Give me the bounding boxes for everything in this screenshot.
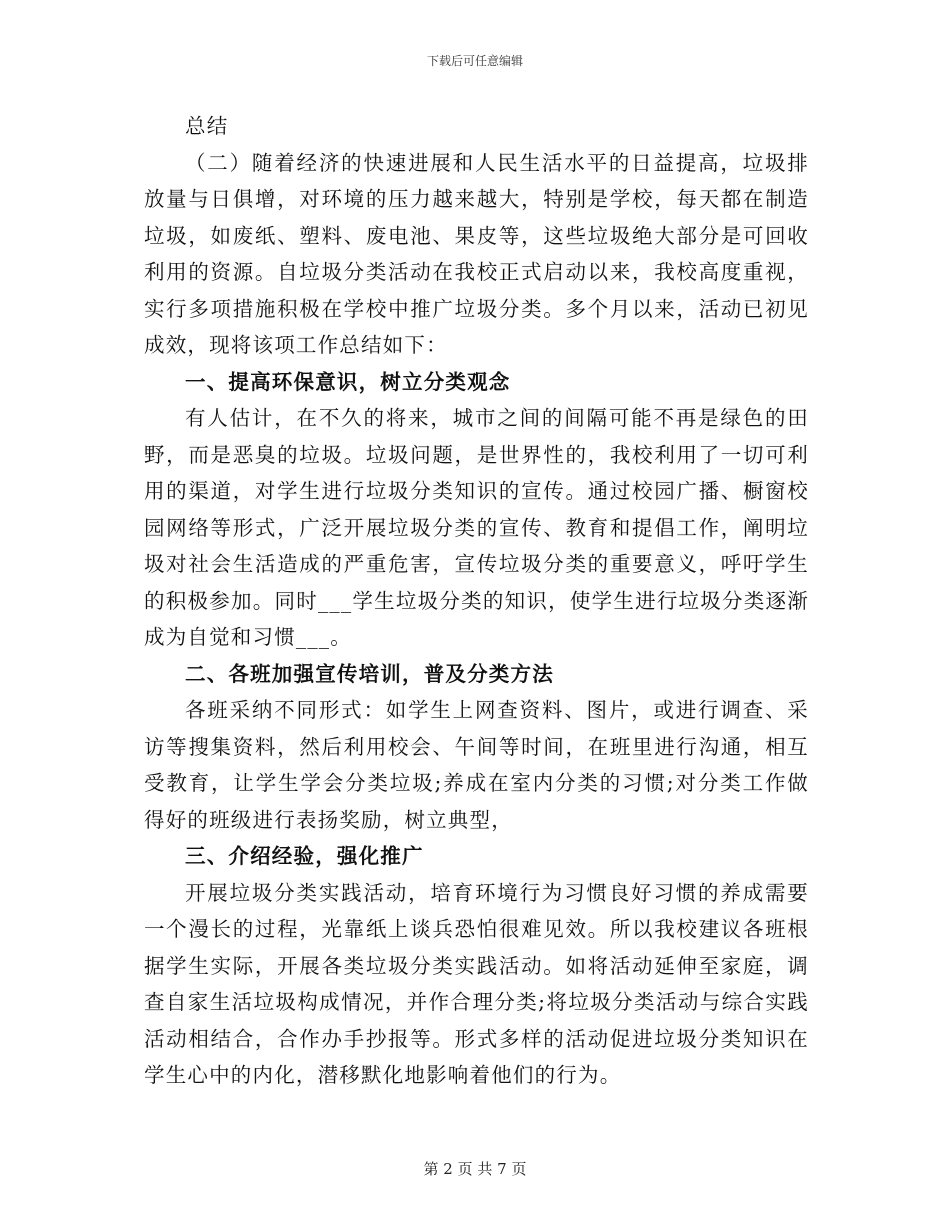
intro-paragraph: （二）随着经济的快速进展和人民生活水平的日益提高，垃圾排放量与日俱增，对环境的压力越来越大，特别是学校，每天都在制造垃圾，如废纸、塑料、废电池、果皮等，这些垃圾绝大部分是可回收利用的资源。自垃圾分类活动在我校正式启动以来，我校高度重视，实行多项措施积极在学校中推广垃圾分类。多个月以来，活动已初见成效，现将该项工作总结如下： <box>144 150 809 357</box>
section-1-paragraph: 有人估计，在不久的将来，城市之间的间隔可能不再是绿色的田野，而是恶臭的垃圾。垃圾问题，是世界性的，我校利用了一切可利用的渠道，对学生进行垃圾分类知识的宣传。通过校园广播、橱窗校园网络等形式，广泛开展垃圾分类的宣传、教育和提倡工作，阐明垃圾对社会生活造成的严重危害，宣传垃圾分类的重要意义，呼吁学生的积极参加。同时___学生垃圾分类的知识，使学生进行垃圾分类逐渐成为自觉和习惯___。 <box>144 406 809 649</box>
document-body <box>144 108 809 1094</box>
section-3-heading: 三、介绍经验，强化推广 <box>185 844 424 868</box>
summary-label: 总结 <box>185 114 229 138</box>
section-2-heading: 二、各班加强宣传培训，普及分类方法 <box>185 661 554 686</box>
page-number: 第 2 页 共 7 页 <box>423 1160 527 1178</box>
section-3-paragraph: 开展垃圾分类实践活动，培育环境行为习惯良好习惯的养成需要一个漫长的过程，光靠纸上谈兵恐怕很难见效。所以我校建议各班根据学生实际，开展各类垃圾分类实践活动。如将活动延伸至家庭，调查自家生活垃圾构成情况，并作合理分类;将垃圾分类活动与综合实践活动相结合，合作办手抄报等。形式多样的活动促进垃圾分类知识在学生心中的内化，潜移默化地影响着他们的行为。 <box>144 880 809 1087</box>
section-2-paragraph: 各班采纳不同形式：如学生上网查资料、图片，或进行调查、采访等搜集资料，然后利用校会、午间等时间，在班里进行沟通，相互受教育，让学生学会分类垃圾;养成在室内分类的习惯;对分类工作做得好的班级进行表扬奖励，树立典型， <box>144 698 809 832</box>
page-header: 下载后可任意编辑 <box>426 54 523 68</box>
section-1-heading: 一、提高环保意识，树立分类观念 <box>185 369 511 394</box>
